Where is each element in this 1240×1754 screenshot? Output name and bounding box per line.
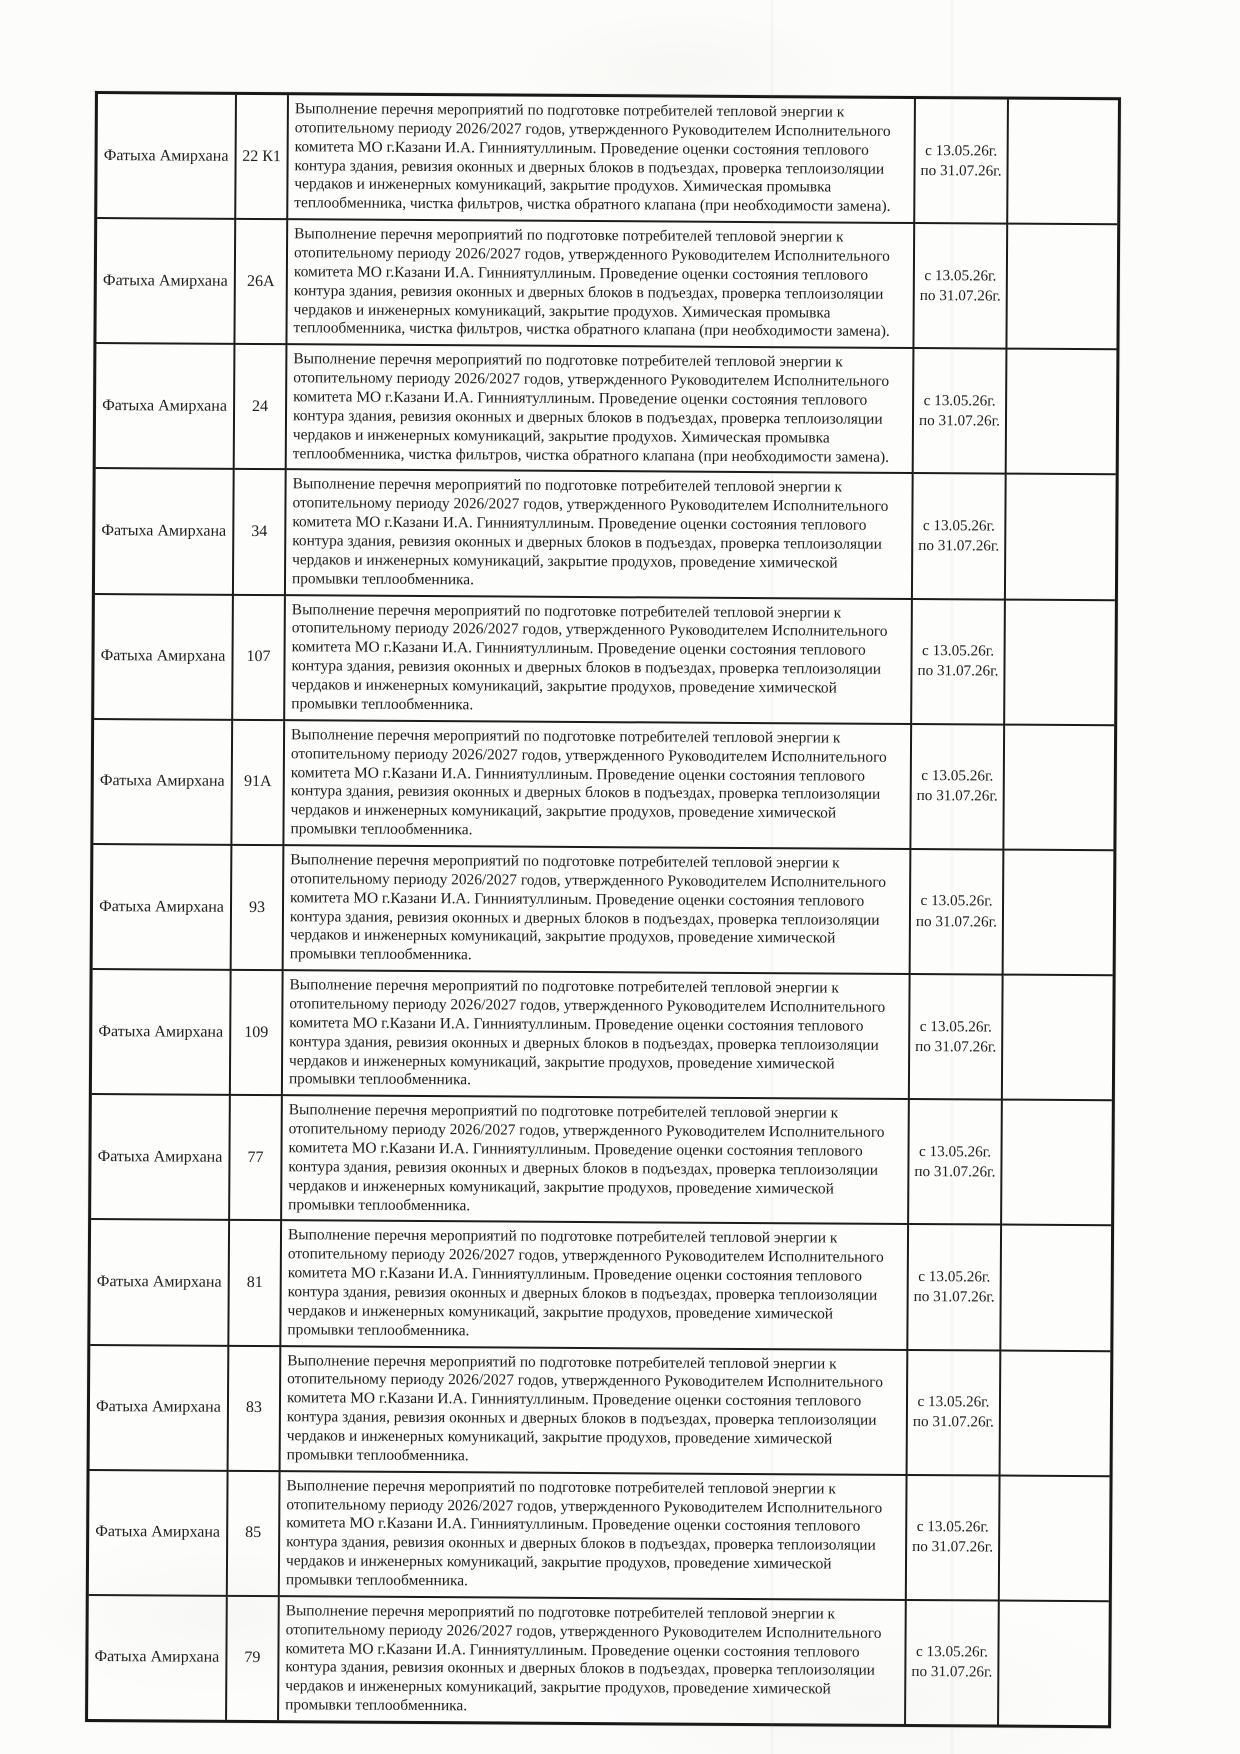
street-name-cell xyxy=(90,1346,230,1472)
house-number-cell xyxy=(232,846,285,971)
work-description-cell xyxy=(285,596,913,725)
house-number-cell xyxy=(230,1096,283,1221)
work-period-cell xyxy=(910,975,1004,1101)
street-name-cell xyxy=(89,1471,229,1597)
street-name-cell xyxy=(90,1220,230,1346)
house-number: 93 xyxy=(248,898,266,916)
period-end-date: по 31.07.26г. xyxy=(911,1663,993,1681)
period-end-date: по 31.07.26г. xyxy=(916,787,998,805)
house-number: 109 xyxy=(244,1023,269,1041)
work-description: Выполнение перечня мероприятий по подготовке потребителей тепловой энергии к отопительному периоду 2026/2027 годов, утвержденного Руководителем Исполнительного комитета МО г.Казани И.А. Гинниятуллиным. Проведение оценки состояния теплового контура здания, ревизия оконных и дверных блоков в подъездах, проверка теплоизоляции чердаков и инженерных комуникаций, закрытие продухов, проведение химической промывки теплообменника. xyxy=(289,851,887,964)
work-description: Выполнение перечня мероприятий по подготовке потребителей тепловой энергии к отопительному периоду 2026/2027 годов, утвержденного Руководителем Исполнительного комитета МО г.Казани И.А. Гинниятуллиным. Проведение оценки состояния теплового контура здания, ревизия оконных и дверных блоков в подъездах, проверка теплоизоляции чердаков и инженерных комуникаций, закрытие продухов, проведение химической промывки теплообменника. xyxy=(291,600,888,714)
period-start-date: с 13.05.26г. xyxy=(919,1017,992,1036)
work-period-cell xyxy=(914,224,1008,350)
house-number-cell xyxy=(229,1221,282,1346)
house-number: 81 xyxy=(246,1273,263,1292)
street-name-cell xyxy=(96,344,236,470)
house-number: 91А xyxy=(243,773,272,791)
house-number-cell xyxy=(235,220,288,345)
house-number-cell xyxy=(233,595,286,720)
house-number: 77 xyxy=(247,1148,264,1166)
house-number: 24 xyxy=(252,397,269,415)
street-name-cell xyxy=(92,970,232,1096)
table-row xyxy=(88,1596,1109,1725)
street-name-cell xyxy=(93,720,233,846)
work-description: Выполнение перечня мероприятий по подготовке потребителей тепловой энергии к отопительному периоду 2026/2027 годов, утвержденного Руководителем Исполнительного комитета МО г.Казани И.А. Гинниятуллиным. Проведение оценки состояния теплового контура здания, ревизия оконных и дверных блоков в подъездах, проверка теплоизоляции чердаков и инженерных комуникаций, закрытие продухов, проведение химической промывки теплообменника. xyxy=(291,475,889,589)
period-start-date: с 13.05.26г. xyxy=(925,141,998,160)
work-description-cell xyxy=(287,220,915,349)
work-description-cell xyxy=(288,95,916,224)
street-name: Фатыха Амирхана xyxy=(95,1523,221,1542)
empty-note-cell xyxy=(1000,1476,1110,1602)
empty-note-cell xyxy=(1001,1226,1111,1352)
table-row xyxy=(91,1095,1112,1226)
empty-note-cell xyxy=(1007,225,1117,351)
street-name: Фатыха Амирхана xyxy=(99,897,224,916)
empty-note-cell xyxy=(1007,350,1117,476)
period-end-date: по 31.07.26г. xyxy=(914,1162,996,1181)
work-description: Выполнение перечня мероприятий по подготовке потребителей тепловой энергии к отопительному периоду 2026/2027 годов, утвержденного Руководителем Исполнительного комитета МО г.Казани И.А. Гинниятуллиным. Проведение оценки состояния теплового контура здания, ревизия оконных и дверных блоков в подъездах, проверка теплоизоляции чердаков и инженерных комуникаций, закрытие продухов. Химическая промывка теплообменника, чистка фильтров, чистка обратного клапана (при необходимости замена). xyxy=(293,225,890,341)
heating-preparation-schedule-table xyxy=(85,91,1121,1728)
house-number: 107 xyxy=(246,648,271,666)
work-period-cell xyxy=(908,1351,1002,1477)
work-description: Выполнение перечня мероприятий по подготовке потребителей тепловой энергии к отопительному периоду 2026/2027 годов, утвержденного Руководителем Исполнительного комитета МО г.Казани И.А. Гинниятуллиным. Проведение оценки состояния теплового контура здания, ревизия оконных и дверных блоков в подъездах, проверка теплоизоляции чердаков и инженерных комуникаций, закрытие продухов, проведение химической промывки теплообменника. xyxy=(288,976,886,1089)
period-start-date: с 13.05.26г. xyxy=(922,517,995,535)
work-description: Выполнение перечня мероприятий по подготовке потребителей тепловой энергии к отопительному периоду 2026/2027 годов, утвержденного Руководителем Исполнительного комитета МО г.Казани И.А. Гинниятуллиным. Проведение оценки состояния теплового контура здания, ревизия оконных и дверных блоков в подъездах, проверка теплоизоляции чердаков и инженерных комуникаций, закрытие продухов. Химическая промывка теплообменника, чистка фильтров, чистка обратного клапана (при необходимости замена). xyxy=(294,100,891,216)
work-description-cell xyxy=(282,1096,910,1225)
work-description: Выполнение перечня мероприятий по подготовке потребителей тепловой энергии к отопительному периоду 2026/2027 годов, утвержденного Руководителем Исполнительного комитета МО г.Казани И.А. Гинниятуллиным. Проведение оценки состояния теплового контура здания, ревизия оконных и дверных блоков в подъездах, проверка теплоизоляции чердаков и инженерных комуникаций, закрытие продухов, проведение химической промывки теплообменника. xyxy=(285,1476,883,1590)
house-number: 83 xyxy=(245,1399,263,1417)
street-name: Фатыха Амирхана xyxy=(103,146,229,165)
work-description-cell xyxy=(284,846,912,975)
empty-note-cell xyxy=(1004,851,1114,977)
period-end-date: по 31.07.26г. xyxy=(912,1538,994,1556)
house-number: 22 К1 xyxy=(242,147,281,165)
table-row xyxy=(96,344,1117,475)
house-number-cell xyxy=(232,721,285,846)
period-end-date: по 31.07.26г. xyxy=(912,1413,994,1431)
street-name-cell xyxy=(96,219,236,345)
table-row xyxy=(93,845,1114,976)
period-start-date: с 13.05.26г. xyxy=(922,642,995,660)
street-name: Фатыха Амирхана xyxy=(96,1273,222,1291)
work-period-cell xyxy=(906,1601,1000,1725)
period-start-date: с 13.05.26г. xyxy=(920,892,993,910)
period-start-date: с 13.05.26г. xyxy=(915,1643,989,1661)
period-end-date: по 31.07.26г. xyxy=(918,537,1000,555)
work-period-cell xyxy=(908,1225,1002,1351)
street-name: Фатыха Амирхана xyxy=(97,1147,223,1166)
table-row xyxy=(93,720,1114,851)
period-end-date: по 31.07.26г. xyxy=(915,1037,997,1056)
table-row xyxy=(90,1346,1111,1477)
work-description-cell xyxy=(281,1347,909,1476)
work-period-cell xyxy=(911,850,1005,976)
table-row xyxy=(90,1220,1111,1351)
street-name-cell xyxy=(88,1596,228,1720)
empty-note-cell xyxy=(1006,475,1116,601)
empty-note-cell xyxy=(1004,725,1114,851)
period-start-date: с 13.05.26г. xyxy=(921,767,994,785)
period-start-date: с 13.05.26г. xyxy=(923,391,996,410)
empty-note-cell xyxy=(1001,1351,1111,1477)
work-period-cell xyxy=(915,99,1009,225)
period-end-date: по 31.07.26г. xyxy=(913,1288,995,1306)
street-name: Фатыха Амирхана xyxy=(94,1648,220,1667)
street-name-cell xyxy=(94,595,234,721)
work-period-cell xyxy=(909,1100,1003,1226)
street-name: Фатыха Амирхана xyxy=(96,1398,221,1416)
street-name: Фатыха Амирхана xyxy=(98,1022,224,1041)
empty-note-cell xyxy=(1005,600,1115,726)
street-name: Фатыха Амирхана xyxy=(100,647,226,666)
house-number-cell xyxy=(236,95,289,220)
work-period-cell xyxy=(907,1476,1001,1602)
period-end-date: по 31.07.26г. xyxy=(919,286,1001,305)
work-description-cell xyxy=(286,471,914,600)
house-number-cell xyxy=(228,1472,281,1597)
empty-note-cell xyxy=(1002,1101,1112,1227)
empty-note-cell xyxy=(1008,100,1118,226)
street-name-cell xyxy=(93,845,233,971)
period-end-date: по 31.07.26г. xyxy=(915,912,997,931)
work-description: Выполнение перечня мероприятий по подготовке потребителей тепловой энергии к отопительному периоду 2026/2027 годов, утвержденного Руководителем Исполнительного комитета МО г.Казани И.А. Гинниятуллиным. Проведение оценки состояния теплового контура здания, ревизия оконных и дверных блоков в подъездах, проверка теплоизоляции чердаков и инженерных комуникаций, закрытие продухов, проведение химической промывки теплообменника. xyxy=(288,1101,885,1214)
table-row xyxy=(94,595,1115,726)
work-description: Выполнение перечня мероприятий по подготовке потребителей тепловой энергии к отопительному периоду 2026/2027 годов, утвержденного Руководителем Исполнительного комитета МО г.Казани И.А. Гинниятуллиным. Проведение оценки состояния теплового контура здания, ревизия оконных и дверных блоков в подъездах, проверка теплоизоляции чердаков и инженерных комуникаций, закрытие продухов, проведение химической промывки теплообменника. xyxy=(290,725,887,839)
street-name-cell xyxy=(95,469,235,595)
work-description-cell xyxy=(280,1472,908,1601)
period-start-date: с 13.05.26г. xyxy=(918,1142,992,1161)
table-row xyxy=(95,469,1116,600)
work-description-cell xyxy=(287,345,915,474)
street-name: Фатыха Амирхана xyxy=(102,396,228,415)
house-number-cell xyxy=(231,971,284,1096)
house-number: 79 xyxy=(244,1649,261,1667)
period-start-date: с 13.05.26г. xyxy=(924,266,997,285)
work-description: Выполнение перечня мероприятий по подготовке потребителей тепловой энергии к отопительному периоду 2026/2027 годов, утвержденного Руководителем Исполнительного комитета МО г.Казани И.А. Гинниятуллиным. Проведение оценки состояния теплового контура здания, ревизия оконных и дверных блоков в подъездах, проверка теплоизоляции чердаков и инженерных комуникаций, закрытие продухов. Химическая промывка теплообменника, чистка фильтров, чистка обратного клапана (при необходимости замена). xyxy=(292,350,890,466)
work-description-cell xyxy=(284,721,912,850)
period-start-date: с 13.05.26г. xyxy=(917,1393,990,1411)
empty-note-cell xyxy=(1003,976,1113,1102)
work-description: Выполнение перечня мероприятий по подготовке потребителей тепловой энергии к отопительному периоду 2026/2027 годов, утвержденного Руководителем Исполнительного комитета МО г.Казани И.А. Гинниятуллиным. Проведение оценки состояния теплового контура здания, ревизия оконных и дверных блоков в подъездах, проверка теплоизоляции чердаков и инженерных комуникаций, закрытие продухов, проведение химической промывки теплообменника. xyxy=(287,1226,884,1340)
work-period-cell xyxy=(913,474,1007,600)
period-start-date: с 13.05.26г. xyxy=(918,1267,991,1286)
work-period-cell xyxy=(914,349,1008,475)
street-name: Фатыха Амирхана xyxy=(99,772,225,791)
house-number-cell xyxy=(235,345,288,470)
period-end-date: по 31.07.26г. xyxy=(920,161,1002,180)
street-name: Фатыха Амирхана xyxy=(102,271,228,290)
house-number: 85 xyxy=(245,1524,262,1542)
table-row xyxy=(97,94,1118,225)
work-period-cell xyxy=(911,725,1005,851)
street-name: Фатыха Амирхана xyxy=(101,522,227,540)
house-number: 26А xyxy=(247,272,275,290)
period-end-date: по 31.07.26г. xyxy=(918,411,1001,430)
period-start-date: с 13.05.26г. xyxy=(916,1518,989,1536)
work-description-cell xyxy=(283,971,911,1100)
street-name-cell xyxy=(91,1095,231,1221)
street-name-cell xyxy=(97,94,237,220)
empty-note-cell xyxy=(999,1601,1109,1725)
house-number-cell xyxy=(234,470,287,595)
table-row xyxy=(92,970,1113,1101)
work-description-cell xyxy=(279,1597,907,1724)
table-row xyxy=(89,1471,1110,1602)
house-number: 34 xyxy=(251,523,268,541)
table-row xyxy=(96,219,1117,350)
work-description-cell xyxy=(281,1222,909,1351)
work-description: Выполнение перечня мероприятий по подготовке потребителей тепловой энергии к отопительному периоду 2026/2027 годов, утвержденного Руководителем Исполнительного комитета МО г.Казани И.А. Гинниятуллиным. Проведение оценки состояния теплового контура здания, ревизия оконных и дверных блоков в подъездах, проверка теплоизоляции чердаков и инженерных комуникаций, закрытие продухов, проведение химической промывки теплообменника. xyxy=(285,1602,882,1715)
work-period-cell xyxy=(912,600,1006,726)
period-end-date: по 31.07.26г. xyxy=(917,662,999,680)
house-number-cell xyxy=(229,1346,282,1471)
house-number-cell xyxy=(227,1597,280,1720)
work-description: Выполнение перечня мероприятий по подготовке потребителей тепловой энергии к отопительному периоду 2026/2027 годов, утвержденного Руководителем Исполнительного комитета МО г.Казани И.А. Гинниятуллиным. Проведение оценки состояния теплового контура здания, ревизия оконных и дверных блоков в подъездах, проверка теплоизоляции чердаков и инженерных комуникаций, закрытие продухов, проведение химической промывки теплообменника. xyxy=(286,1351,884,1465)
